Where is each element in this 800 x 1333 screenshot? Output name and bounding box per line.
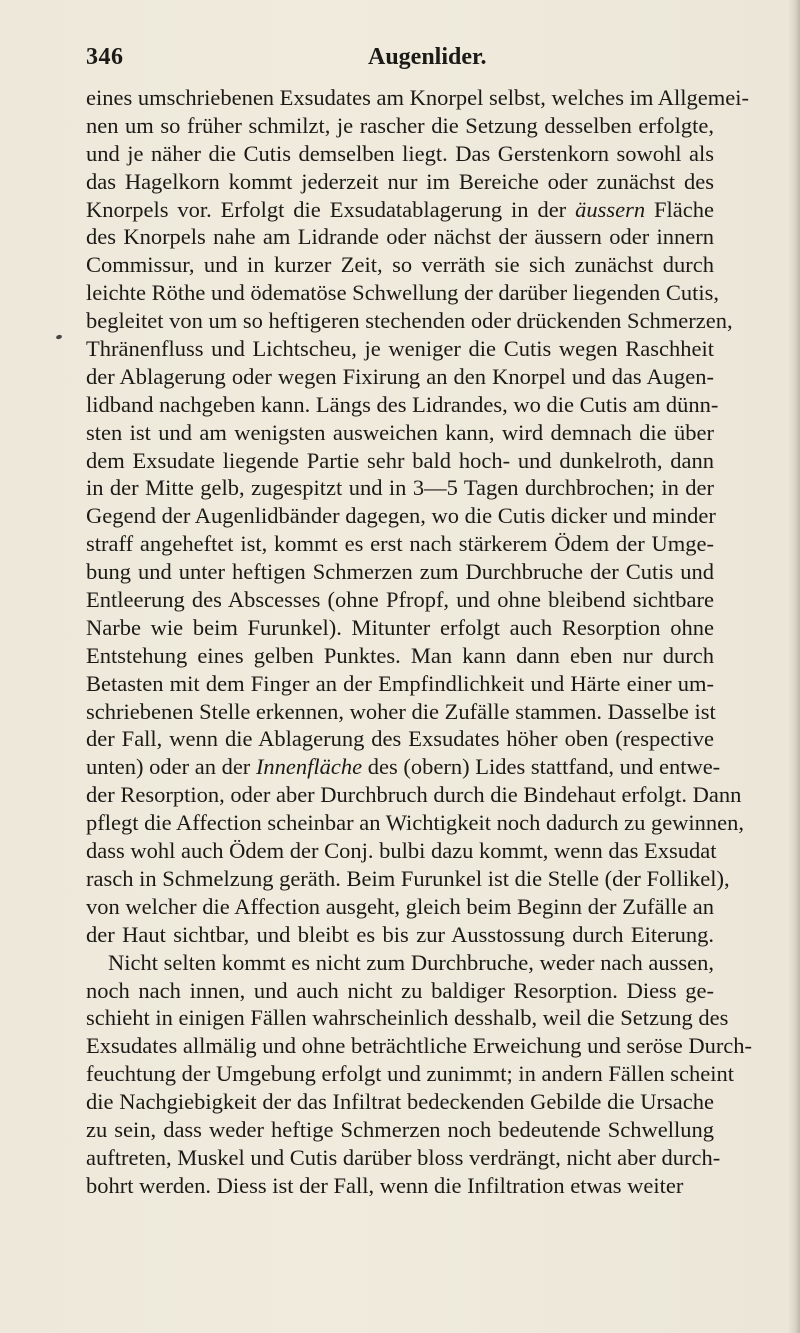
text-line: und je näher die Cutis demselben liegt. Das Gerstenkorn sowohl als xyxy=(86,140,714,166)
page-header xyxy=(86,44,711,78)
text-line: Knorpels vor. Erfolgt die Exsudatablagerung in der äussern Fläche xyxy=(86,196,714,222)
text-line: unten) oder an der Innenfläche des (obern) Lides stattfand, und entwe- xyxy=(86,754,721,780)
text-line: sten ist und am wenigsten ausweichen kann, wird demnach die über xyxy=(86,419,714,445)
text-line: Commissur, und in kurzer Zeit, so verräth sie sich zunächst durch xyxy=(86,252,714,278)
text-line: Exsudates allmälig und ohne beträchtliche Erweichung und seröse Durch- xyxy=(86,1033,753,1059)
page-edge-shadow xyxy=(788,0,800,1333)
text-line: der Ablagerung oder wegen Fixirung an den Knorpel und das Augen- xyxy=(86,363,714,389)
text-line: rasch in Schmelzung geräth. Beim Furunkel ist die Stelle (der Follikel), xyxy=(86,865,730,891)
text-line: schieht in einigen Fällen wahrscheinlich desshalb, weil die Setzung des xyxy=(86,1005,729,1031)
text-line: begleitet von um so heftigeren stechenden oder drückenden Schmerzen, xyxy=(86,308,733,334)
text-line: feuchtung der Umgebung erfolgt und zunimmt; in andern Fällen scheint xyxy=(86,1061,734,1087)
body-text xyxy=(86,84,753,1200)
text-line: dass wohl auch Ödem der Conj. bulbi dazu kommt, wenn das Exsudat xyxy=(86,838,717,864)
text-line: auftreten, Muskel und Cutis darüber bloss verdrängt, nicht aber durch- xyxy=(86,1144,721,1170)
text-line: Thränenfluss und Lichtscheu, je weniger die Cutis wegen Raschheit xyxy=(86,336,714,362)
text-line: leichte Röthe und ödematöse Schwellung der darüber liegenden Cutis, xyxy=(86,280,719,306)
text-line: Entstehung eines gelben Punktes. Man kann dann eben nur durch xyxy=(86,642,714,668)
text-line: noch nach innen, und auch nicht zu baldiger Resorption. Diess ge- xyxy=(86,977,714,1003)
text-line: Nicht selten kommt es nicht zum Durchbruche, weder nach aussen, xyxy=(108,949,714,975)
margin-speck xyxy=(56,335,62,341)
text-line: nen um so früher schmilzt, je rascher die Setzung desselben erfolgte, xyxy=(86,112,714,138)
text-line: des Knorpels nahe am Lidrande oder nächst der äussern oder innern xyxy=(86,224,714,250)
text-line: zu sein, dass weder heftige Schmerzen noch bedeutende Schwellung xyxy=(86,1116,714,1142)
running-title: Augenlider. xyxy=(368,44,487,70)
page-number: 346 xyxy=(86,44,124,70)
text-line: das Hagelkorn kommt jederzeit nur im Bereiche oder zunächst des xyxy=(86,168,714,194)
text-line: eines umschriebenen Exsudates am Knorpel selbst, welches im Allgemei- xyxy=(86,85,749,110)
text-line: bung und unter heftigen Schmerzen zum Durchbruche der Cutis und xyxy=(86,559,714,585)
text-line: bohrt werden. Diess ist der Fall, wenn die Infiltration etwas weiter xyxy=(86,1172,684,1198)
text-line: der Resorption, oder aber Durchbruch durch die Bindehaut erfolgt. Dann xyxy=(86,782,742,808)
text-line: der Haut sichtbar, und bleibt es bis zur Ausstossung durch Eiterung. xyxy=(86,921,714,947)
text-line: schriebenen Stelle erkennen, woher die Zufälle stammen. Dasselbe ist xyxy=(86,698,716,724)
text-line: Narbe wie beim Furunkel). Mitunter erfolgt auch Resorption ohne xyxy=(86,614,714,640)
text-line: Gegend der Augenlidbänder dagegen, wo die Cutis dicker und minder xyxy=(86,503,716,529)
text-line: pflegt die Affection scheinbar an Wichtigkeit noch dadurch zu gewinnen, xyxy=(86,810,745,836)
text-line: straff angeheftet ist, kommt es erst nach stärkerem Ödem der Umge- xyxy=(86,531,714,557)
text-line: der Fall, wenn die Ablagerung des Exsudates höher oben (respective xyxy=(86,726,714,752)
text-line: dem Exsudate liegende Partie sehr bald hoch- und dunkelroth, dann xyxy=(86,447,714,473)
text-line: in der Mitte gelb, zugespitzt und in 3—5 Tagen durchbrochen; in der xyxy=(86,475,714,501)
text-line: Betasten mit dem Finger an der Empfindlichkeit und Härte einer um- xyxy=(86,670,714,696)
text-line: Entleerung des Abscesses (ohne Pfropf, und ohne bleibend sichtbare xyxy=(86,587,714,613)
text-line: die Nachgiebigkeit der das Infiltrat bedeckenden Gebilde die Ursache xyxy=(86,1089,714,1115)
text-line: von welcher die Affection ausgeht, gleich beim Beginn der Zufälle an xyxy=(86,893,714,919)
text-line: lidband nachgeben kann. Längs des Lidrandes, wo die Cutis am dünn- xyxy=(86,391,719,417)
